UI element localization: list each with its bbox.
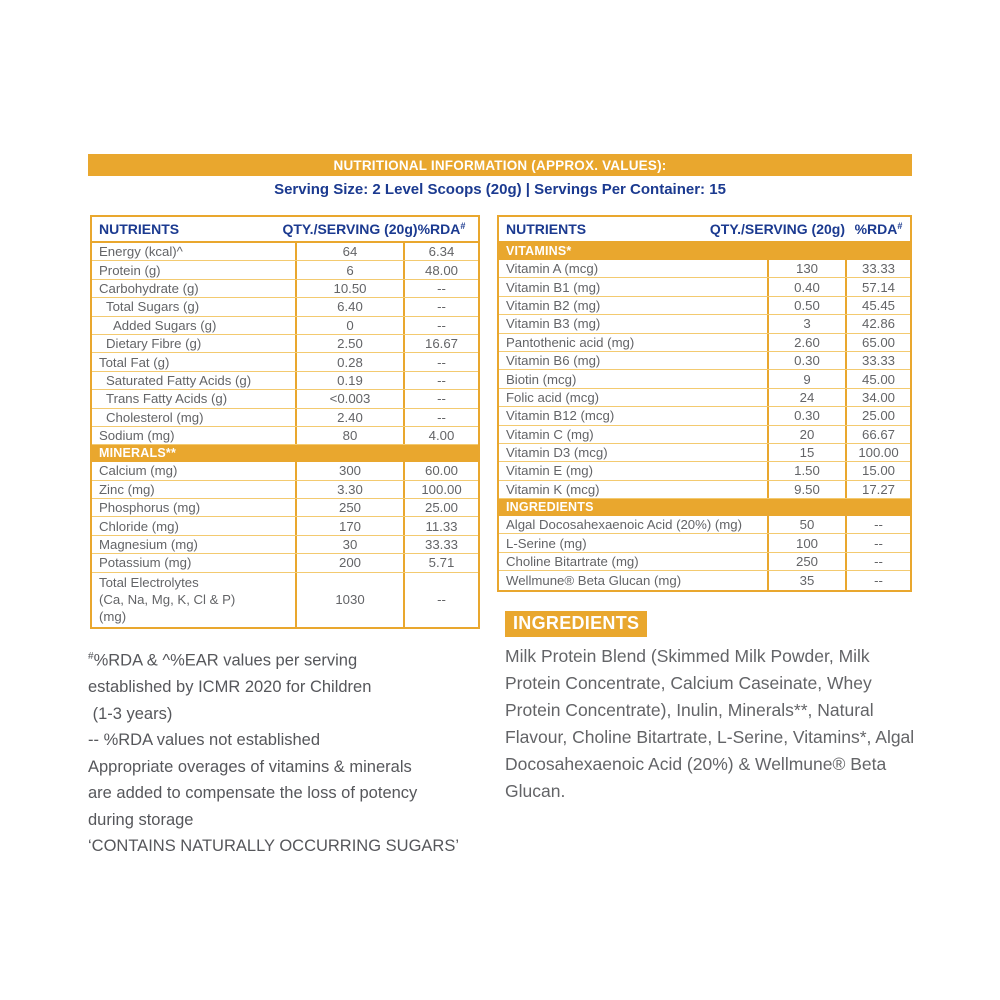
serving-size-line: Serving Size: 2 Level Scoops (20g) | Servings Per Container: 15 [274, 181, 726, 198]
nutrient-qty: 30 [295, 536, 405, 553]
table-row [92, 372, 478, 390]
table-body-left [92, 243, 478, 627]
nutrient-rda: -- [437, 592, 446, 608]
nutrient-rda: -- [437, 299, 446, 315]
nutrient-name: Total Fat (g) [99, 354, 170, 370]
table-row [92, 427, 478, 445]
nutrient-name: Trans Fatty Acids (g) [106, 391, 228, 407]
nutrients-table-left [90, 215, 480, 629]
nutrient-name: Carbohydrate (g) [99, 280, 199, 296]
table-row [499, 481, 910, 499]
footnote-line: ‘CONTAINS NATURALLY OCCURRING SUGARS’ [88, 837, 459, 855]
nutrient-name: Zinc (mg) [99, 481, 155, 497]
nutrient-name: Folic acid (mcg) [506, 389, 600, 405]
table-row [92, 462, 478, 480]
nutrient-rda: -- [437, 409, 446, 425]
table-section-header: MINERALS** [92, 445, 478, 462]
nutrient-name: Vitamin B1 (mg) [506, 279, 601, 295]
nutrient-qty: 80 [295, 427, 405, 444]
table-row [499, 407, 910, 425]
table-row [499, 389, 910, 407]
nutrient-name: Algal Docosahexaenoic Acid (20%) (mg) [506, 517, 743, 533]
table-row [499, 553, 910, 571]
table-header-left [92, 217, 478, 243]
nutrient-qty: 3.30 [295, 481, 405, 498]
table-body-right [499, 243, 910, 590]
nutrient-rda: 100.00 [421, 481, 462, 497]
table-row [499, 297, 910, 315]
nutrient-rda: 15.00 [861, 463, 895, 479]
nutrient-qty: 250 [295, 499, 405, 516]
nutrient-rda: 17.27 [861, 481, 895, 497]
nutrient-rda: -- [437, 354, 446, 370]
nutrient-qty: 24 [767, 389, 847, 406]
nutrient-name: Choline Bitartrate (mg) [506, 554, 639, 570]
nutrient-name: Vitamin C (mg) [506, 426, 594, 442]
nutrient-rda: 6.34 [428, 244, 455, 260]
footnote-line: (1-3 years) [88, 704, 173, 723]
table-row [499, 444, 910, 462]
nutrient-rda: 16.67 [424, 336, 458, 352]
nutrient-name: Total Electrolytes (Ca, Na, Mg, K, Cl & P) (mg) [99, 574, 236, 624]
nutrients-table-right [497, 215, 912, 592]
nutrient-qty: 250 [767, 553, 847, 570]
nutrient-qty: 300 [295, 462, 405, 479]
table-row [92, 573, 478, 627]
table-section-header: INGREDIENTS [499, 499, 910, 516]
column-header-rda: %RDA # [417, 221, 466, 237]
nutrient-rda: 25.00 [861, 408, 895, 424]
nutrient-name: Energy (kcal)^ [99, 244, 183, 260]
nutrient-qty: 50 [767, 516, 847, 533]
nutrient-rda: -- [874, 572, 883, 588]
nutrient-rda: 33.33 [424, 537, 458, 553]
nutrient-qty: 0.30 [767, 407, 847, 424]
nutrient-rda: 33.33 [861, 353, 895, 369]
table-row [92, 353, 478, 371]
table-row [499, 426, 910, 444]
nutrient-qty: 9 [767, 370, 847, 387]
nutrient-rda: 66.67 [861, 426, 895, 442]
nutrient-qty: 2.40 [295, 409, 405, 426]
nutrient-qty: 6.40 [295, 298, 405, 315]
nutrient-name: Magnesium (mg) [99, 537, 198, 553]
nutrient-rda: 33.33 [861, 261, 895, 277]
table-row [499, 260, 910, 278]
table-section-header: VITAMINS* [499, 243, 910, 260]
table-row [92, 409, 478, 427]
nutrient-name: Potassium (mg) [99, 555, 192, 571]
nutrient-name: Vitamin K (mcg) [506, 481, 600, 497]
table-row [92, 243, 478, 261]
nutrient-rda: -- [874, 517, 883, 533]
nutrient-name: Dietary Fibre (g) [106, 336, 202, 352]
table-row [92, 280, 478, 298]
nutrient-name: Saturated Fatty Acids (g) [106, 372, 252, 388]
nutrient-name: Cholesterol (mg) [106, 409, 204, 425]
nutrient-rda: 4.00 [428, 428, 455, 444]
nutrient-rda: -- [437, 372, 446, 388]
nutrient-name: Vitamin A (mcg) [506, 261, 599, 277]
nutrient-name: Vitamin D3 (mcg) [506, 445, 608, 461]
table-row [92, 481, 478, 499]
nutrient-name: Biotin (mcg) [506, 371, 577, 387]
nutrient-rda: 65.00 [861, 334, 895, 350]
nutrient-qty: 2.60 [767, 334, 847, 351]
nutrient-rda: -- [874, 535, 883, 551]
table-row [499, 370, 910, 388]
nutrient-qty: 6 [295, 261, 405, 278]
nutrient-qty: 0.19 [295, 372, 405, 389]
nutrition-tables [90, 215, 912, 629]
table-row [92, 517, 478, 535]
nutrient-rda: 11.33 [425, 518, 458, 534]
nutrient-rda: 45.00 [861, 371, 895, 387]
nutrient-name: Added Sugars (g) [113, 317, 217, 333]
nutrient-qty: 200 [295, 554, 405, 571]
nutrient-qty: 9.50 [767, 481, 847, 498]
nutrient-name: Vitamin B6 (mg) [506, 353, 601, 369]
nutrient-name: Vitamin B12 (mcg) [506, 408, 615, 424]
nutrient-qty: 0 [295, 317, 405, 334]
nutrient-rda: 60.00 [424, 463, 458, 479]
table-row [92, 536, 478, 554]
footnote-line: #%RDA & ^%EAR values per serving [88, 651, 358, 670]
table-row [92, 298, 478, 316]
table-row [92, 317, 478, 335]
nutrient-rda: -- [874, 554, 883, 570]
nutrient-name: Vitamin E (mg) [506, 463, 593, 479]
nutrient-name: Pantothenic acid (mg) [506, 334, 635, 350]
nutrition-title-banner [88, 154, 912, 176]
nutrient-qty: 3 [767, 315, 847, 332]
nutrient-qty: 0.40 [767, 278, 847, 295]
nutrient-name: Total Sugars (g) [106, 299, 200, 315]
table-row [499, 278, 910, 296]
table-row [92, 390, 478, 408]
nutrient-name: Vitamin B3 (mg) [506, 316, 601, 332]
nutrient-rda: 34.00 [861, 389, 895, 405]
table-row [499, 516, 910, 534]
column-header-qty: QTY./SERVING (20g) [709, 221, 845, 237]
nutrient-qty: 0.50 [767, 297, 847, 314]
table-row [92, 335, 478, 353]
table-row [499, 462, 910, 480]
nutrient-name: Vitamin B2 (mg) [506, 297, 601, 313]
ingredients-heading: INGREDIENTS [505, 611, 647, 637]
nutrient-qty: 20 [767, 426, 847, 443]
nutrient-qty: 64 [295, 243, 405, 260]
nutrient-rda: 42.86 [861, 316, 895, 332]
nutrient-qty: 130 [767, 260, 847, 277]
nutrient-qty: 1030 [295, 573, 405, 627]
nutrient-rda: -- [437, 391, 446, 407]
nutrient-qty: 170 [295, 517, 405, 534]
column-header-rda: %RDA # [854, 221, 903, 237]
table-row [499, 334, 910, 352]
table-row [92, 261, 478, 279]
nutrient-rda: 45.45 [861, 297, 895, 313]
nutrient-qty: 1.50 [767, 462, 847, 479]
nutrient-name: Protein (g) [99, 262, 161, 278]
nutrient-qty: 35 [767, 571, 847, 589]
column-header-nutrients: NUTRIENTS [99, 221, 180, 237]
nutrient-qty: 100 [767, 534, 847, 551]
footnote-line: are added to compensate the loss of potency [88, 784, 418, 802]
nutrient-qty: 0.28 [295, 353, 405, 370]
nutrition-title: NUTRITIONAL INFORMATION (APPROX. VALUES): [333, 158, 667, 173]
column-header-qty: QTY./SERVING (20g) [282, 221, 418, 237]
nutrient-rda: -- [437, 280, 446, 296]
nutrient-rda: -- [437, 317, 446, 333]
nutrient-rda: 48.00 [424, 262, 458, 278]
table-row [92, 554, 478, 572]
table-row [499, 352, 910, 370]
ingredients-text: Milk Protein Blend (Skimmed Milk Powder, Milk Protein Concentrate, Calcium Caseinate, Whey Protein Concentrate), Inulin, Minerals**, Natural Flavour, Choline Bitartrate, L-Serine, Vitamins*, Algal Docosahexaenoic Acid (20%) & Wellmune® Beta Glucan. [505, 646, 915, 801]
nutrient-rda: 25.00 [424, 500, 458, 516]
footnote-line: Appropriate overages of vitamins & minerals [88, 757, 412, 776]
nutrient-rda: 57.14 [861, 279, 895, 295]
table-row [92, 499, 478, 517]
footnote-line: established by ICMR 2020 for Children [88, 678, 372, 696]
nutrient-name: Wellmune® Beta Glucan (mg) [506, 572, 682, 588]
ingredients-section [505, 611, 917, 805]
nutrient-rda: 100.00 [858, 445, 899, 461]
table-row [499, 534, 910, 552]
footnote-line: during storage [88, 810, 194, 829]
nutrient-name: Sodium (mg) [99, 428, 175, 444]
nutrient-name: Chloride (mg) [99, 518, 179, 534]
footnotes [88, 644, 528, 860]
footnote-line: -- %RDA values not established [88, 731, 321, 749]
nutrient-qty: 2.50 [295, 335, 405, 352]
nutrient-qty: 15 [767, 444, 847, 461]
column-header-nutrients: NUTRIENTS [506, 221, 587, 237]
nutrient-name: L-Serine (mg) [506, 535, 587, 551]
nutrient-qty: 0.30 [767, 352, 847, 369]
table-header-right [499, 217, 910, 243]
table-row [499, 315, 910, 333]
nutrient-name: Calcium (mg) [99, 463, 178, 479]
table-row [499, 571, 910, 589]
nutrient-rda: 5.71 [428, 555, 455, 571]
nutrient-qty: 10.50 [295, 280, 405, 297]
nutrient-name: Phosphorus (mg) [99, 500, 201, 516]
nutrient-qty: <0.003 [295, 390, 405, 407]
